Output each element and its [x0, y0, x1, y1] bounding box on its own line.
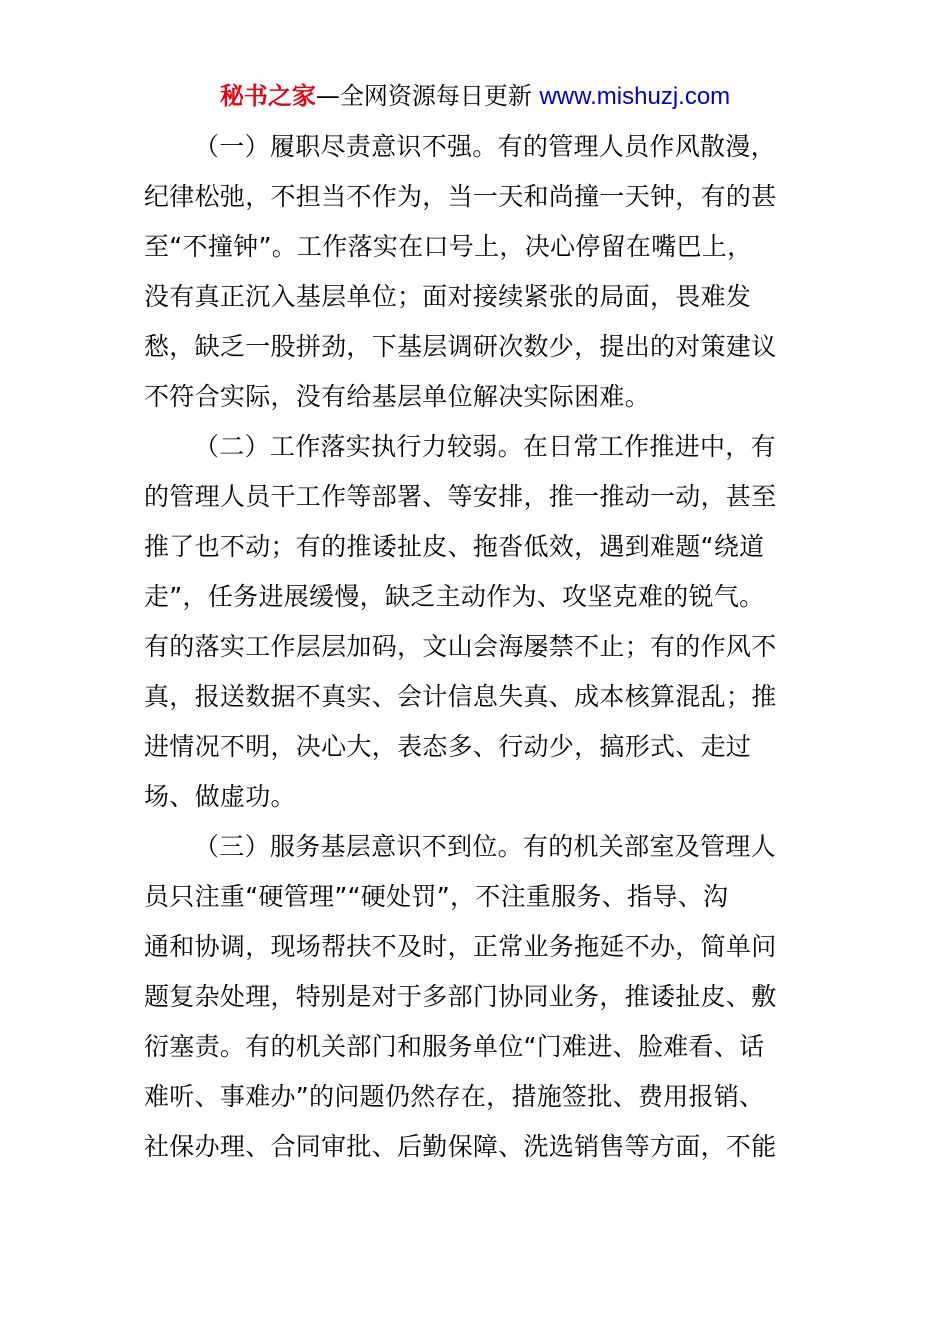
document-body — [144, 122, 806, 1172]
paragraph-line: （一）履职尽责意识不强。有的管理人员作风散漫， — [194, 132, 776, 161]
document-header — [0, 80, 950, 113]
paragraph-line: 进情况不明，决心大，表态多、行动少，搞形式、走过 — [144, 732, 752, 761]
paragraph-line: 真，报送数据不真实、会计信息失真、成本核算混乱；推 — [144, 682, 777, 711]
header-tagline: —全网资源每日更新 — [315, 82, 540, 110]
paragraph-line: 通和协调，现场帮扶不及时，正常业务拖延不办，简单问 — [144, 932, 777, 961]
paragraph-line: 愁，缺乏一股拼劲，下基层调研次数少，提出的对策建议 — [144, 332, 777, 361]
paragraph-line: 没有真正沉入基层单位；面对接续紧张的局面，畏难发 — [144, 282, 752, 311]
paragraph-2 — [144, 422, 806, 822]
paragraph-1 — [144, 122, 806, 422]
paragraph-line: （三）服务基层意识不到位。有的机关部室及管理人 — [194, 832, 776, 861]
paragraph-line: 衍塞责。有的机关部门和服务单位“门难进、脸难看、话 — [144, 1032, 765, 1061]
paragraph-3 — [144, 822, 806, 1172]
paragraph-line: 员只注重“硬管理”“硬处罚”，不注重服务、指导、沟 — [144, 882, 729, 911]
paragraph-line: 走”，任务进展缓慢，缺乏主动作为、攻坚克难的锐气。 — [144, 582, 765, 611]
paragraph-line: 难听、事难办”的问题仍然存在，措施签批、费用报销、 — [144, 1082, 765, 1111]
paragraph-line: （二）工作落实执行力较弱。在日常工作推进中，有 — [194, 432, 776, 461]
paragraph-line: 有的落实工作层层加码，文山会海屡禁不止；有的作风不 — [144, 632, 777, 661]
paragraph-line: 至“不撞钟”。工作落实在口号上，决心停留在嘴巴上， — [144, 232, 753, 261]
paragraph-line: 纪律松弛，不担当不作为，当一天和尚撞一天钟，有的甚 — [144, 182, 777, 211]
paragraph-line: 题复杂处理，特别是对于多部门协同业务，推诿扯皮、敷 — [144, 982, 777, 1011]
paragraph-line: 场、做虚功。 — [144, 782, 296, 811]
paragraph-line: 社保办理、合同审批、后勤保障、洗选销售等方面，不能 — [144, 1132, 777, 1161]
site-url[interactable]: www.mishuzj.com — [539, 83, 731, 110]
site-brand: 秘书之家 — [219, 82, 316, 110]
paragraph-line: 的管理人员干工作等部署、等安排，推一推动一动，甚至 — [144, 482, 777, 511]
paragraph-line: 推了也不动；有的推诿扯皮、拖沓低效，遇到难题“绕道 — [144, 532, 765, 561]
paragraph-line: 不符合实际，没有给基层单位解决实际困难。 — [144, 382, 651, 411]
